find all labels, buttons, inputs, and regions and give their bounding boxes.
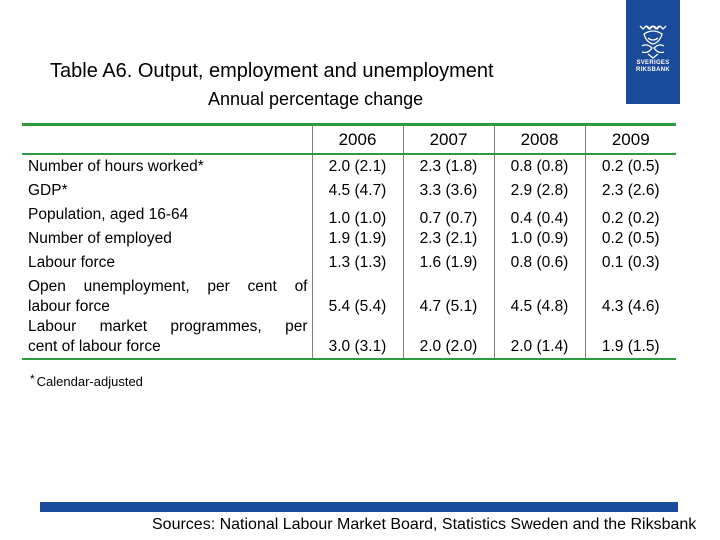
table-cell: 0.2 (0.5): [585, 229, 676, 249]
table-cell: 5.4 (5.4): [312, 273, 403, 317]
table-cell: 0.4 (0.4): [494, 201, 585, 229]
table-cell: 1.9 (1.5): [585, 317, 676, 358]
row-label-gdp: GDP*: [28, 182, 68, 199]
table-row: [22, 317, 676, 358]
table-cell: 3.0 (3.1): [312, 317, 403, 358]
header-year-2008: 2008: [494, 126, 585, 153]
table-header-row: [22, 126, 676, 153]
table-bottom-rule: [22, 358, 676, 360]
table-cell: 2.3 (1.8): [403, 155, 494, 177]
page-subtitle: Annual percentage change: [208, 89, 424, 109]
header-year-2007: 2007: [403, 126, 494, 153]
crowned-lions-emblem-icon: [636, 22, 670, 60]
table-cell: 1.6 (1.9): [403, 249, 494, 273]
table-cell: 3.3 (3.6): [403, 177, 494, 201]
table-cell: 1.0 (0.9): [494, 229, 585, 249]
table-cell: 2.0 (2.0): [403, 317, 494, 358]
table-cell: 0.1 (0.3): [585, 249, 676, 273]
row-label-line2: labour force: [28, 298, 110, 315]
header-year-2009: 2009: [585, 126, 676, 153]
table-row: [22, 201, 676, 229]
footer-bar: [40, 502, 678, 512]
table-cell: 4.7 (5.1): [403, 273, 494, 317]
data-table: [22, 123, 676, 360]
table-cell: 0.8 (0.6): [494, 249, 585, 273]
table-cell: 4.5 (4.7): [312, 177, 403, 201]
table-cell: 0.2 (0.5): [585, 155, 676, 177]
table-cell: 4.3 (4.6): [585, 273, 676, 317]
table-cell: 1.9 (1.9): [312, 229, 403, 249]
row-label-line1: Open unemployment, per cent of: [28, 278, 308, 295]
row-label-line1: Labour market programmes, per: [28, 318, 308, 335]
logo-text-line2: RIKSBANK: [635, 67, 671, 73]
table-cell: 2.0 (2.1): [312, 155, 403, 177]
row-label-labour-market-programmes: [22, 317, 312, 358]
table-row: [22, 155, 676, 177]
footnote: [30, 372, 143, 389]
table-cell: 4.5 (4.8): [494, 273, 585, 317]
table-row: [22, 273, 676, 317]
table-cell: 2.3 (2.6): [585, 177, 676, 201]
riksbank-logo: [626, 0, 680, 104]
footnote-text: Calendar-adjusted: [36, 374, 143, 389]
table-cell: 0.8 (0.8): [494, 155, 585, 177]
row-label-population: Population, aged 16-64: [28, 206, 189, 223]
table-cell: 1.3 (1.3): [312, 249, 403, 273]
header-blank: [22, 126, 312, 153]
table-cell: 2.3 (2.1): [403, 229, 494, 249]
table-row: [22, 177, 676, 201]
table-cell: 0.7 (0.7): [403, 201, 494, 229]
table-cell: 2.0 (1.4): [494, 317, 585, 358]
row-label-employed: Number of employed: [28, 230, 172, 247]
row-label-labour-force: Labour force: [28, 254, 116, 271]
logo-text-line1: SVERIGES: [636, 60, 670, 66]
row-label-open-unemployment: [22, 273, 312, 317]
table-row: [22, 249, 676, 273]
header-year-2006: 2006: [312, 126, 403, 153]
page-title: Table A6. Output, employment and unemployment: [50, 60, 494, 82]
table-row: [22, 229, 676, 249]
table-cell: 1.0 (1.0): [312, 201, 403, 229]
table-cell: 0.2 (0.2): [585, 201, 676, 229]
row-label-line2: cent of labour force: [28, 338, 161, 355]
row-label-hours-worked: Number of hours worked*: [28, 158, 204, 175]
table-cell: 2.9 (2.8): [494, 177, 585, 201]
footnote-marker: *: [30, 372, 35, 386]
sources-note: Sources: National Labour Market Board, Statistics Sweden and the Riksbank: [152, 516, 697, 533]
